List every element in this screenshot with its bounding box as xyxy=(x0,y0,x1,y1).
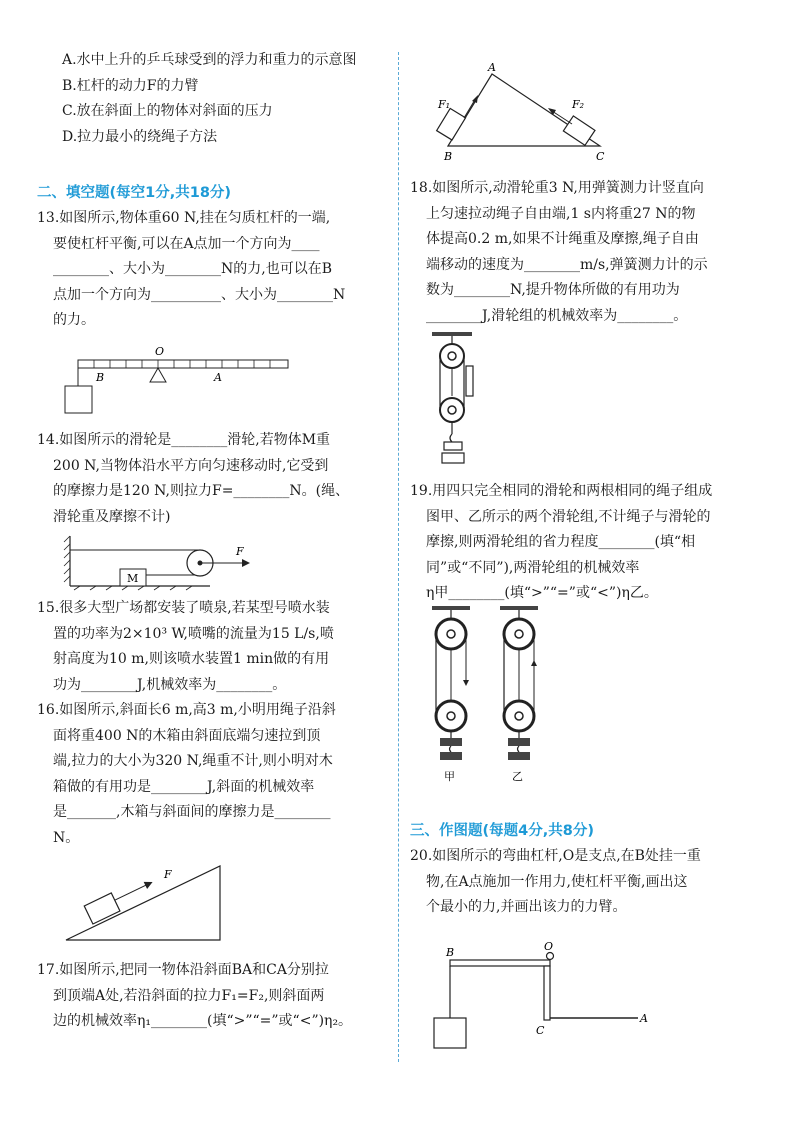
lever-vertical-arm xyxy=(544,966,550,1020)
weight-block xyxy=(65,386,92,413)
question-20 xyxy=(410,844,760,921)
figure-incline xyxy=(60,860,230,945)
q18-line2: 上匀速拉动绳子自由端,1 s内将重27 N的物 xyxy=(426,205,696,222)
figure-bent-lever xyxy=(428,942,668,1054)
q17-line2: 到顶端A处,若沿斜面的拉力F₁=F₂,则斜面两 xyxy=(53,987,325,1004)
label-b: B xyxy=(96,371,105,384)
q15-line1: 15.很多大型广场都安装了喷泉,若某型号喷水装 xyxy=(37,600,330,616)
lever-top-arm xyxy=(450,960,550,966)
q16-line3: 端,拉力的大小为320 N,绳重不计,则小明对木 xyxy=(53,753,333,769)
ceiling xyxy=(432,332,472,336)
section-title-drawing: 三、作图题(每题4分,共8分) xyxy=(410,823,594,839)
q14-line3: 的摩擦力是120 N,则拉力F=________N。(绳、 xyxy=(53,483,350,499)
q19-line3: 摩擦,则两滑轮组的省力程度________(填“相 xyxy=(426,534,696,550)
q15-line4: 功为________J,机械效率为________。 xyxy=(53,676,287,693)
label-o: O xyxy=(155,345,165,358)
question-14 xyxy=(37,428,393,530)
q19-line1: 19.用四只完全相同的滑轮和两根相同的绳子组成 xyxy=(410,483,713,499)
pulley-system-jia xyxy=(432,606,470,760)
q13-line4: 点加一个方向为__________、大小为________N xyxy=(53,286,346,303)
label-yi: 乙 xyxy=(512,770,523,783)
question-16 xyxy=(37,698,393,851)
q18-line4: 端移动的速度为________m/s,弹簧测力计的示 xyxy=(426,256,708,273)
spring-scale xyxy=(466,366,473,396)
option-d: D.拉力最小的绕绳子方法 xyxy=(62,128,218,145)
q14-line2: 200 N,当物体沿水平方向匀速移动时,它受到 xyxy=(53,457,329,474)
q13-line2: 要使杠杆平衡,可以在A点加一个方向为____ xyxy=(53,235,320,252)
q17-line1: 17.如图所示,把同一物体沿斜面BA和CA分别拉 xyxy=(37,962,329,978)
question-17 xyxy=(37,958,393,1035)
q19-line4: 同”或“不同”),两滑轮组的机械效率 xyxy=(426,559,640,576)
question-19 xyxy=(410,479,760,607)
label-m: M xyxy=(127,572,139,585)
q16-line1: 16.如图所示,斜面长6 m,高3 m,小明用绳子沿斜 xyxy=(37,702,336,718)
option-a: A.水中上升的乒乓球受到的浮力和重力的示意图 xyxy=(62,52,357,68)
q20-line3: 个最小的力,并画出该力的力臂。 xyxy=(426,899,627,915)
q13-line5: 的力。 xyxy=(53,312,95,328)
question-13 xyxy=(37,206,393,334)
question-15 xyxy=(37,596,393,698)
q16-line2: 面将重400 N的木箱由斜面底端匀速拉到顶 xyxy=(53,727,321,744)
q17-line3: 边的机械效率η₁________(填“>”“=”或“<”)η₂。 xyxy=(53,1013,353,1029)
q13-line1: 13.如图所示,物体重60 N,挂在匀质杠杆的一端, xyxy=(37,210,331,226)
q20-line1: 20.如图所示的弯曲杠杆,O是支点,在B处挂一重 xyxy=(410,848,701,864)
q18-line3: 体提高0.2 m,如果不计绳重及摩擦,绳子自由 xyxy=(426,231,699,247)
q13-line3: ________、大小为________N的力,也可以在B xyxy=(53,261,332,277)
q14-line1: 14.如图所示的滑轮是________滑轮,若物体M重 xyxy=(37,432,331,448)
option-c: C.放在斜面上的物体对斜面的压力 xyxy=(62,103,273,119)
options-block xyxy=(62,48,390,150)
q15-line2: 置的功率为2×10³ W,喷嘴的流量为15 L/s,喷 xyxy=(53,625,334,642)
label-b-bottom: B xyxy=(444,150,453,163)
q19-line5: η甲________(填“>”“=”或“<”)η乙。 xyxy=(426,585,658,601)
option-b: B.杠杆的动力F的力臂 xyxy=(62,77,199,94)
q16-line4: 箱做的有用功是________J,斜面的机械效率 xyxy=(53,778,315,795)
q18-line6: ________J,滑轮组的机械效率为________。 xyxy=(426,307,688,324)
q16-line6: N。 xyxy=(53,829,80,846)
label-f1: F₁ xyxy=(438,98,451,111)
left-column xyxy=(62,48,390,150)
q18-line1: 18.如图所示,动滑轮重3 N,用弹簧测力计竖直向 xyxy=(410,180,704,196)
figure-horizontal-pulley xyxy=(60,532,260,592)
weight-bottom xyxy=(442,453,464,463)
label-f2: F₂ xyxy=(572,98,585,111)
q19-line2: 图甲、乙所示的两个滑轮组,不计绳子与滑轮的 xyxy=(426,508,711,525)
q18-line5: 数为________N,提升物体所做的有用功为 xyxy=(426,282,680,298)
hanging-weight xyxy=(434,1018,466,1048)
question-18 xyxy=(410,176,760,329)
q16-line5: 是_______,木箱与斜面间的摩擦力是________ xyxy=(53,804,331,820)
lever-bar xyxy=(78,360,288,368)
pulley-system-yi xyxy=(500,606,538,760)
label-a-top: A xyxy=(488,62,496,74)
section-title-fill-blank: 二、填空题(每空1分,共18分) xyxy=(37,185,232,201)
q14-line4: 滑轮重及摩擦不计) xyxy=(53,508,171,525)
figure-pulley-block xyxy=(428,330,488,475)
label-f-incline: F xyxy=(164,868,172,881)
label-a: A xyxy=(214,371,222,384)
figure-two-pulley-systems xyxy=(430,604,550,794)
label-c-bottom: C xyxy=(596,150,605,163)
q20-line2: 物,在A点施加一作用力,使杠杆平衡,画出这 xyxy=(426,873,688,890)
label-b-lever: B xyxy=(446,946,455,959)
label-c-lever: C xyxy=(536,1024,545,1037)
figure-double-incline xyxy=(430,62,620,168)
label-o-lever: O xyxy=(544,942,554,953)
column-divider xyxy=(398,52,399,1062)
weight-top xyxy=(444,442,462,450)
figure-lever xyxy=(60,340,300,420)
label-a-lever: A xyxy=(640,1012,648,1025)
fulcrum-triangle xyxy=(150,368,166,382)
label-f: F xyxy=(236,545,244,558)
label-jia: 甲 xyxy=(444,770,455,783)
pivot-o xyxy=(547,953,554,960)
q15-line3: 射高度为10 m,则该喷水装置1 min做的有用 xyxy=(53,651,330,667)
